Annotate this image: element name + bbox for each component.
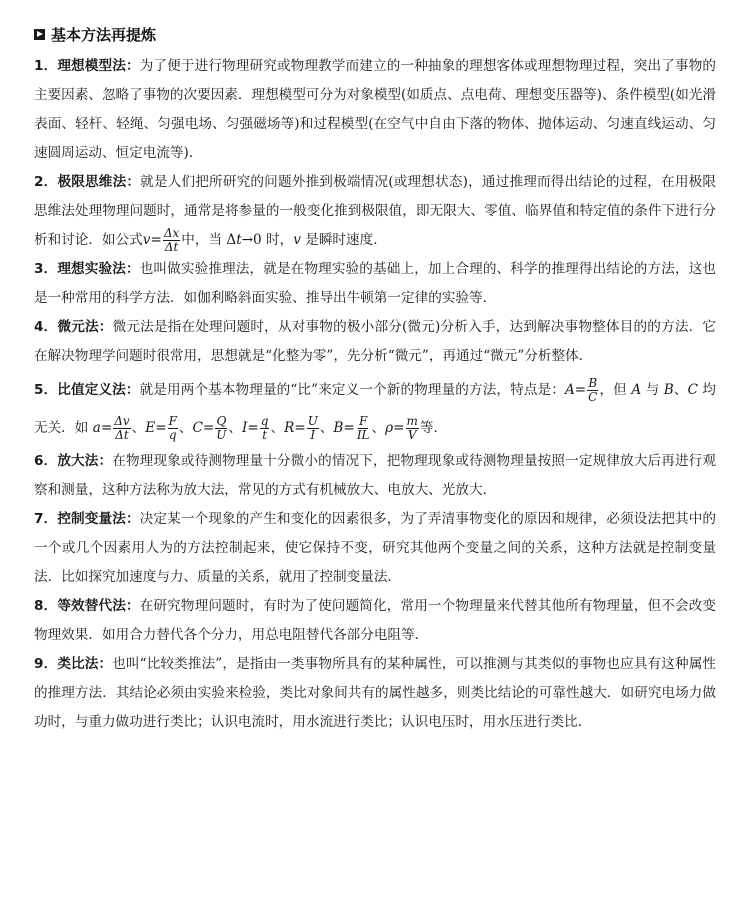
method-item-3 — [34, 255, 716, 313]
item-text: 与 — [641, 382, 664, 398]
fraction-numerator: q — [260, 414, 269, 428]
method-item-9 — [34, 650, 716, 737]
item-text: →0 时， — [241, 232, 294, 248]
formula-lhs: v — [142, 232, 151, 248]
item-body: 也叫做实验推理法，就是在物理实验的基础上，加上合理的、科学的推理得出结论的方法，这也是一种常用的科学方法．如伽利略斜面实验、推导出牛顿第一定律的实验等． — [34, 261, 717, 306]
section-title: 基本方法再提炼 — [51, 25, 157, 44]
fraction-denominator: Δt — [164, 240, 179, 254]
formula-fraction — [356, 415, 371, 442]
item-term: 等效替代法： — [57, 598, 140, 614]
velocity-fraction — [163, 227, 180, 254]
item-number: 9． — [34, 656, 58, 672]
fraction-numerator: F — [359, 414, 368, 428]
fraction-numerator: m — [406, 414, 418, 428]
formula-lhs: ρ — [385, 420, 394, 436]
item-number: 1． — [34, 58, 58, 74]
formula-lhs: B — [333, 420, 344, 436]
item-text: ，但 — [599, 382, 632, 398]
var-A: A — [631, 382, 642, 398]
fraction-denominator: IL — [356, 428, 370, 442]
formula-separator: 等． — [419, 420, 448, 436]
formula-lhs: C — [192, 420, 203, 436]
fraction-numerator: Δv — [114, 414, 130, 428]
section-heading — [34, 22, 716, 46]
var-t: t — [236, 232, 242, 248]
item-number: 6． — [34, 453, 58, 469]
formula-examples: a= $\frac{\Delta v}{\Delta t}$ 、E= $\frac{F}{q}$ 、C= $\frac{Q}{U}$ 、I= $\frac{q}{t}$ 、R= $\frac{U}{I}$ 、B= $\frac{F}{IL}$ 、ρ= $\frac{m}{V}$ 等． — [92, 414, 448, 442]
fraction-denominator: V — [407, 428, 417, 442]
formula-lhs: E — [145, 420, 156, 436]
var-C: C — [687, 382, 698, 398]
fraction-denominator: I — [310, 428, 316, 442]
item-body: 为了便于进行物理研究或物理教学而建立的一种抽象的理想客体或理想物理过程，突出了事物的主要因素、忽略了事物的次要因素．理想模型可分为对象模型(如质点、点电荷、理想变压器等)、条件模型(如光滑表面、轻杆、轻绳、匀强电场、匀强磁场等)和过程模型(在空气中自由下落的物体、抛体运动、匀速直线运动、匀速圆周运动、恒定电流等)． — [34, 58, 717, 161]
fraction-numerator: Δx — [163, 226, 180, 240]
item-text: 是瞬时速度． — [300, 232, 387, 248]
item-body: 在研究物理问题时，有时为了使问题简化，常用一个物理量来代替其他所有物理量，但不会改变物理效果．如用合力替代各个分力，用总电阻替代各部分电阻等． — [34, 598, 717, 643]
play-triangle-icon — [34, 29, 45, 40]
formula-fraction — [260, 415, 270, 442]
method-item-1 — [34, 52, 716, 168]
method-item-6 — [34, 447, 716, 505]
item-term: 极限思维法： — [57, 174, 141, 190]
item-term: 微元法： — [57, 319, 113, 335]
fraction-numerator: F — [168, 414, 177, 428]
formula-separator: 、 — [131, 420, 146, 436]
formula-fraction — [307, 415, 319, 442]
item-term: 理想实验法： — [57, 261, 140, 277]
item-text: 均无关．如 — [34, 382, 717, 436]
item-body: 决定某一个现象的产生和变化的因素很多，为了弄清事物变化的原因和规律，必须设法把其中的一个或几个因素用人为的方法控制起来，使它保持不变，研究其他两个变量之间的关系，这种方法就是控制变量法．比如探究加速度与力、质量的关系，就用了控制变量法． — [34, 511, 717, 585]
item-term: 放大法： — [57, 453, 113, 469]
formula-separator: 、 — [371, 420, 386, 436]
var-B: B — [663, 382, 674, 398]
formula-separator: 、 — [319, 420, 334, 436]
item-body: 就是用两个基本物理量的“比”来定义一个新的物理量的方法，特点是： — [139, 382, 565, 398]
fraction-denominator: U — [216, 428, 227, 442]
item-text: 、 — [673, 382, 688, 398]
method-item-2: 2．极限思维法：就是人们把所研究的问题外推到极端情况(或理想状态)，通过推理而得出结论的过程，在用极限思维法处理物理问题时，通常是将参量的一般变化推到极限值，即无限大、零值、临界值和特定值的条件下进行分析和讨论．如公式v= $\frac{\Delta x}{\Delta t}$ 中，当 Δt→0 时，v 是瞬时速度． — [34, 174, 717, 254]
definition-fraction — [587, 377, 598, 404]
method-item-4 — [34, 313, 716, 371]
item-number: 3． — [34, 261, 58, 277]
item-number: 2． — [34, 174, 58, 190]
item-body: 微元法是指在处理问题时，从对事物的极小部分(微元)分析入手，达到解决事物整体目的的方法．它在解决物理学问题时很常用，思想就是“化整为零”，先分析“微元”，再通过“微元”分析整体． — [34, 319, 717, 364]
item-term: 理想模型法： — [57, 58, 140, 74]
item-number: 8． — [34, 598, 58, 614]
item-body: 在物理现象或待测物理量十分微小的情况下，把物理现象或待测物理量按照一定规律放大后再进行观察和测量，这种方法称为放大法，常见的方式有机械放大、电放大、光放大． — [34, 453, 717, 498]
formula-fraction — [215, 415, 227, 442]
item-number: 4． — [34, 319, 58, 335]
item-text: 中，当 Δ — [181, 232, 237, 248]
formula-separator: 、 — [228, 420, 243, 436]
method-item-7 — [34, 505, 716, 592]
item-number: 5． — [34, 382, 58, 398]
fraction-denominator: Δt — [115, 428, 129, 442]
item-body: 也叫“比较类推法”，是指由一类事物所具有的某种属性，可以推测与其类似的事物也应具有这种属性的推理方法．其结论必须由实验来检验，类比对象间共有的属性越多，则类比结论的可靠性越大．如研究电场力做功时，与重力做功进行类比；认识电流时，用水流进行类比；认识电压时，用水压进行类比． — [34, 656, 717, 730]
formula-fraction — [168, 415, 178, 442]
formula-lhs: a — [92, 420, 101, 436]
formula-fraction — [406, 415, 419, 442]
formula-separator: 、 — [270, 420, 285, 436]
item-number: 7． — [34, 511, 58, 527]
fraction-numerator: Q — [216, 414, 227, 428]
method-item-5: 5．比值定义法：就是用两个基本物理量的“比”来定义一个新的物理量的方法，特点是：A= $\frac{B}{C}$ ，但 A 与 B、C 均无关．如 a= $\frac{\Delta v}{\Delta t}$ 、E= $\frac{F}{q}$ 、C= $\frac{Q}{U}$ 、I= $\frac{q}{t}$ 、R= $\frac{U}{I}$ 、B= $\frac{F}{IL}$ 、ρ= $\frac{m}{V}$ 等． — [34, 376, 717, 442]
fraction-denominator: t — [262, 428, 268, 442]
fraction-denominator: C — [588, 390, 598, 404]
item-body: 就是人们把所研究的问题外推到极端情况(或理想状态)，通过推理而得出结论的过程，在用极限思维法处理物理问题时，通常是将参量的一般变化推到极限值，即无限大、零值、临界值和特定值的条件下进行分析和讨论．如公式 — [34, 174, 717, 248]
fraction-denominator: q — [168, 428, 177, 442]
item-term: 比值定义法： — [57, 382, 140, 398]
fraction-numerator: B — [588, 376, 598, 390]
formula-fraction — [113, 415, 130, 442]
item-term: 类比法： — [57, 656, 113, 672]
formula-lhs: R — [284, 420, 295, 436]
formula-lhs: A — [564, 382, 575, 398]
formula-separator: 、 — [178, 420, 193, 436]
formula-lhs: I — [242, 420, 248, 436]
item-term: 控制变量法： — [57, 511, 140, 527]
method-item-8 — [34, 592, 716, 650]
var-v: v — [293, 232, 301, 248]
fraction-numerator: U — [307, 414, 318, 428]
